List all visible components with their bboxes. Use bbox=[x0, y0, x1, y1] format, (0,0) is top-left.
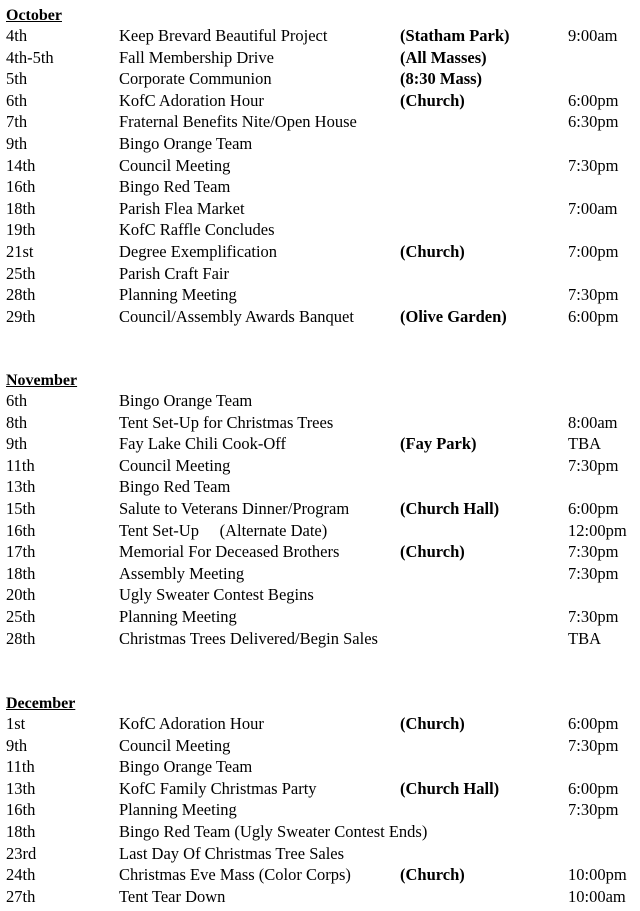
event-date: 6th bbox=[6, 391, 28, 410]
event-name: Last Day Of Christmas Tree Sales bbox=[119, 843, 345, 863]
event-name: KofC Adoration Hour bbox=[119, 714, 264, 733]
event-name: KofC Adoration Hour bbox=[119, 90, 264, 110]
event-row bbox=[6, 541, 640, 563]
event-time: 7:30pm bbox=[568, 155, 619, 175]
event-row bbox=[6, 778, 640, 800]
event-row bbox=[6, 563, 640, 585]
event-location: (Statham Park) bbox=[400, 26, 510, 45]
event-date: 23rd bbox=[6, 843, 37, 863]
event-location: (8:30 Mass) bbox=[400, 69, 483, 89]
event-row bbox=[6, 886, 640, 908]
october-event-list bbox=[6, 25, 640, 327]
event-name: Planning Meeting bbox=[119, 606, 237, 626]
event-time: 9:00am bbox=[568, 26, 618, 45]
event-date: 16th bbox=[6, 800, 36, 820]
event-date: 21st bbox=[6, 241, 34, 261]
event-date: 25th bbox=[6, 606, 36, 626]
event-location: (Church Hall) bbox=[400, 778, 500, 798]
event-time: 7:30pm bbox=[568, 563, 619, 583]
november-heading: November bbox=[6, 372, 78, 389]
event-date: 20th bbox=[6, 585, 36, 605]
event-name: Bingo Orange Team bbox=[119, 391, 253, 410]
event-name: Fraternal Benefits Nite/Open House bbox=[119, 112, 357, 132]
event-location: (All Masses) bbox=[400, 47, 487, 67]
event-time: 7:30pm bbox=[568, 735, 619, 755]
event-date: 27th bbox=[6, 886, 36, 906]
event-location: (Church) bbox=[400, 542, 465, 562]
event-date: 19th bbox=[6, 220, 36, 240]
event-time: 12:00pm bbox=[568, 520, 627, 540]
event-date: 28th bbox=[6, 285, 36, 305]
event-date: 15th bbox=[6, 498, 36, 518]
event-row bbox=[6, 68, 640, 90]
november-section bbox=[6, 372, 640, 649]
event-name: Memorial For Deceased Brothers bbox=[119, 542, 340, 562]
event-row bbox=[6, 628, 640, 650]
event-date: 4th bbox=[6, 26, 28, 45]
event-name: Planning Meeting bbox=[119, 285, 237, 305]
event-row bbox=[6, 713, 640, 735]
event-time: 10:00am bbox=[568, 886, 626, 906]
event-name: Bingo Red Team (Ugly Sweater Contest Ends) bbox=[119, 821, 428, 841]
event-row bbox=[6, 284, 640, 306]
event-time: 6:00pm bbox=[568, 90, 619, 110]
event-time: 7:30pm bbox=[568, 542, 619, 562]
event-name: Council Meeting bbox=[119, 155, 231, 175]
event-row bbox=[6, 498, 640, 520]
event-row bbox=[6, 47, 640, 69]
event-name: Bingo Red Team bbox=[119, 477, 231, 497]
december-section bbox=[6, 695, 640, 907]
event-name: Planning Meeting bbox=[119, 800, 237, 820]
event-date: 17th bbox=[6, 542, 36, 562]
event-name: Tent Tear Down bbox=[119, 886, 226, 906]
event-date: 6th bbox=[6, 90, 28, 110]
november-event-list bbox=[6, 390, 640, 649]
event-row bbox=[6, 241, 640, 263]
event-row bbox=[6, 520, 640, 542]
event-name: Degree Exemplification bbox=[119, 241, 278, 261]
event-row bbox=[6, 606, 640, 628]
event-row bbox=[6, 390, 640, 412]
event-date: 9th bbox=[6, 735, 28, 755]
event-name: Bingo Red Team bbox=[119, 177, 231, 197]
event-date: 18th bbox=[6, 821, 36, 841]
event-location: (Olive Garden) bbox=[400, 306, 507, 326]
event-location: (Church Hall) bbox=[400, 498, 500, 518]
event-date: 8th bbox=[6, 412, 28, 432]
event-row bbox=[6, 433, 640, 455]
event-time: 7:30pm bbox=[568, 285, 619, 305]
event-date: 14th bbox=[6, 155, 36, 175]
event-location: (Church) bbox=[400, 241, 465, 261]
event-name: KofC Family Christmas Party bbox=[119, 778, 317, 798]
event-date: 25th bbox=[6, 263, 36, 283]
event-row bbox=[6, 90, 640, 112]
event-time: 6:00pm bbox=[568, 714, 619, 733]
event-name: Council Meeting bbox=[119, 735, 231, 755]
event-date: 18th bbox=[6, 198, 36, 218]
event-time: 6:30pm bbox=[568, 112, 619, 132]
event-name: Christmas Trees Delivered/Begin Sales bbox=[119, 628, 378, 648]
event-row bbox=[6, 756, 640, 778]
event-row bbox=[6, 476, 640, 498]
december-event-list bbox=[6, 713, 640, 907]
event-time: 6:00pm bbox=[568, 498, 619, 518]
event-time: 6:00pm bbox=[568, 306, 619, 326]
event-date: 1st bbox=[6, 714, 26, 733]
event-name: Tent Set-Up for Christmas Trees bbox=[119, 412, 334, 432]
event-name: Salute to Veterans Dinner/Program bbox=[119, 498, 350, 518]
event-name: Bingo Orange Team bbox=[119, 133, 253, 153]
event-date: 4th-5th bbox=[6, 47, 54, 67]
event-time: 6:00pm bbox=[568, 778, 619, 798]
event-time: TBA bbox=[568, 434, 601, 454]
event-name: Assembly Meeting bbox=[119, 563, 245, 583]
event-location: (Church) bbox=[400, 90, 465, 110]
event-row bbox=[6, 133, 640, 155]
event-name: Corporate Communion bbox=[119, 69, 272, 89]
event-row bbox=[6, 455, 640, 477]
event-time: TBA bbox=[568, 628, 601, 648]
event-time: 7:00am bbox=[568, 198, 618, 218]
event-row bbox=[6, 821, 640, 843]
event-row bbox=[6, 219, 640, 241]
event-row bbox=[6, 176, 640, 198]
event-row bbox=[6, 155, 640, 177]
event-time: 7:30pm bbox=[568, 606, 619, 626]
event-row bbox=[6, 864, 640, 886]
event-name: Bingo Orange Team bbox=[119, 757, 253, 777]
event-row bbox=[6, 263, 640, 285]
event-time: 7:30pm bbox=[568, 800, 619, 820]
event-date: 24th bbox=[6, 865, 36, 885]
event-date: 16th bbox=[6, 177, 36, 197]
event-location: (Church) bbox=[400, 714, 465, 733]
event-date: 7th bbox=[6, 112, 28, 132]
event-location: (Church) bbox=[400, 865, 465, 885]
event-date: 9th bbox=[6, 434, 28, 454]
event-date: 18th bbox=[6, 563, 36, 583]
event-name: Parish Flea Market bbox=[119, 198, 245, 218]
event-date: 29th bbox=[6, 306, 36, 326]
event-row bbox=[6, 735, 640, 757]
event-date: 13th bbox=[6, 778, 36, 798]
event-time: 10:00pm bbox=[568, 865, 627, 885]
event-row bbox=[6, 306, 640, 328]
event-name: Tent Set-Up (Alternate Date) bbox=[119, 520, 328, 540]
event-date: 5th bbox=[6, 69, 28, 89]
event-row bbox=[6, 25, 640, 47]
event-name: Christmas Eve Mass (Color Corps) bbox=[119, 865, 351, 885]
event-name: Ugly Sweater Contest Begins bbox=[119, 585, 314, 605]
event-date: 28th bbox=[6, 628, 36, 648]
event-date: 9th bbox=[6, 133, 28, 153]
event-name: Fall Membership Drive bbox=[119, 47, 274, 67]
event-location: (Fay Park) bbox=[400, 434, 477, 454]
event-date: 11th bbox=[6, 455, 35, 475]
event-name: Keep Brevard Beautiful Project bbox=[119, 26, 328, 45]
event-row bbox=[6, 412, 640, 434]
event-row bbox=[6, 799, 640, 821]
event-row bbox=[6, 843, 640, 865]
event-name: Fay Lake Chili Cook-Off bbox=[119, 434, 286, 454]
event-time: 8:00am bbox=[568, 412, 618, 432]
event-time: 7:00pm bbox=[568, 241, 619, 261]
october-section bbox=[6, 7, 640, 327]
event-date: 11th bbox=[6, 757, 35, 777]
event-date: 16th bbox=[6, 520, 36, 540]
december-heading: December bbox=[6, 695, 76, 712]
event-time: 7:30pm bbox=[568, 455, 619, 475]
event-name: Parish Craft Fair bbox=[119, 263, 229, 283]
event-date: 13th bbox=[6, 477, 36, 497]
event-row bbox=[6, 584, 640, 606]
october-heading: October bbox=[6, 7, 62, 24]
event-row bbox=[6, 111, 640, 133]
event-row bbox=[6, 198, 640, 220]
event-name: KofC Raffle Concludes bbox=[119, 220, 275, 240]
event-name: Council Meeting bbox=[119, 455, 231, 475]
event-name: Council/Assembly Awards Banquet bbox=[119, 306, 354, 326]
